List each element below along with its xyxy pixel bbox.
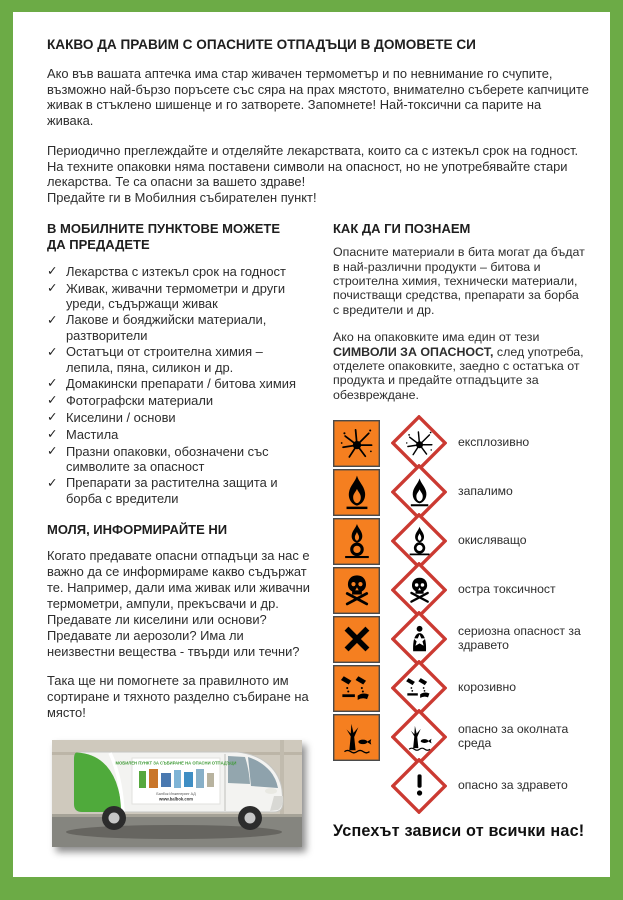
hazard-symbols-table	[333, 415, 590, 807]
inform-heading: МОЛЯ, ИНФОРМИРАЙТЕ НИ	[47, 522, 228, 538]
list-item-label: Препарати за растителна защита и борба с вредители	[66, 475, 278, 506]
oxidizing-square-icon	[333, 518, 380, 565]
list-item	[47, 376, 311, 392]
environment-square-icon	[333, 714, 380, 761]
list-item-label: Остатъци от строителна химия – лепила, пяна, силикон и др.	[66, 344, 263, 375]
toxic-square-icon	[333, 567, 380, 614]
hazard-symbol-row	[333, 660, 590, 709]
explosive-diamond-icon	[391, 415, 447, 471]
intro-paragraph-mercury: Ако във вашата аптечка има стар живачен термометър и по невнимание го счупите, възможно най-бързо поръсете със сяра на прах мястото, внимателно съберете капчиците живак в стъклено шишенце и го затворете. Запомнете! Най-токсични са парите на живака.	[47, 66, 589, 129]
recognize-p2-suffix: след употреба, отделете опаковките, заедно с остатъка от продукта и предайте отпадъците за обезвреждане.	[333, 344, 584, 402]
corrosive-square-icon	[333, 665, 380, 712]
two-column-layout	[47, 221, 590, 847]
list-item-label: Празни опаковки, обозначени със символите за опасност	[66, 443, 269, 474]
recognize-heading: КАК ДА ГИ ПОЗНАЕМ	[333, 220, 471, 236]
intro-callout: Предайте ги в Мобилния събирателен пункт!	[47, 189, 317, 205]
list-item-label: Лекарства с изтекъл срок на годност	[66, 263, 286, 279]
recognize-paragraph-2	[333, 330, 585, 402]
right-column	[333, 221, 590, 847]
list-item	[47, 264, 311, 280]
hazard-symbol-label: запалимо	[458, 484, 513, 499]
intro-paragraph-medicines-text: Периодично преглеждайте и отделяйте лекарствата, които са с изтекъл срок на годност. На техните опаковки няма поставени символи на опасност, но не употребявайте стари лекарства. Те са опасни за вашето здраве!	[47, 142, 579, 190]
list-item	[47, 281, 311, 312]
page-title: КАКВО ДА ПРАВИМ С ОПАСНИТЕ ОТПАДЪЦИ В ДОМОВЕТЕ СИ	[47, 37, 476, 52]
intro-section	[47, 66, 590, 206]
flammable-square-icon	[333, 469, 380, 516]
hazard-symbol-label: опасно за околната среда	[458, 722, 569, 751]
dropoff-heading-line2: ДА ПРЕДАДЕТЕ	[47, 237, 150, 253]
intro-paragraph-medicines	[47, 143, 590, 206]
left-column	[47, 221, 315, 847]
check-icon: ✓	[47, 393, 58, 408]
van-website-text: www.balbok.com	[158, 796, 194, 802]
exclamation-diamond-icon	[391, 758, 447, 814]
environment-diamond-icon	[391, 709, 447, 765]
hazard-symbol-label: остра токсичност	[458, 582, 556, 597]
flammable-diamond-icon	[391, 464, 447, 520]
list-item	[47, 410, 311, 426]
check-icon: ✓	[47, 312, 58, 327]
hazard-symbol-row	[333, 513, 590, 562]
recognize-paragraph-1: Опасните материали в бита могат да бъдат в най-различни продукти – битова и строителна химия, технически материали, почистващи средства, препарати за борба с вредители и др.	[333, 245, 585, 317]
silhouette-diamond-icon	[391, 611, 447, 667]
check-icon: ✓	[47, 427, 58, 442]
list-item-label: Мастила	[66, 426, 119, 442]
hazard-symbol-label: сериозна опасност за здравето	[458, 624, 581, 653]
list-item	[47, 393, 311, 409]
inform-paragraph-2: Така ще ни помогнете за правилното им сортиране и тяхното разделно събиране на място!	[47, 672, 309, 720]
hazard-symbol-row	[333, 611, 590, 660]
oxidizing-diamond-icon	[391, 513, 447, 569]
dropoff-heading	[47, 221, 315, 254]
leaflet-sheet	[13, 12, 610, 877]
hazard-symbol-row	[333, 709, 590, 758]
check-icon: ✓	[47, 281, 58, 296]
list-item-label: Фотографски материали	[66, 392, 214, 408]
list-item	[47, 312, 311, 343]
check-icon: ✓	[47, 376, 58, 391]
hazard-symbol-label: окисляващо	[458, 533, 527, 548]
hazard-symbol-row	[333, 562, 590, 611]
check-icon: ✓	[47, 444, 58, 459]
check-icon: ✓	[47, 344, 58, 359]
recognize-p2-prefix: Ако на опаковките има един от тези	[333, 330, 540, 345]
mobile-collection-van-photo	[52, 740, 302, 847]
recognize-p2-bold: СИМВОЛИ ЗА ОПАСНОСТ,	[333, 344, 494, 359]
hazard-symbol-label: корозивно	[458, 680, 517, 695]
check-icon: ✓	[47, 475, 58, 490]
check-icon: ✓	[47, 264, 58, 279]
inform-paragraph-1: Когато предавате опасни отпадъци за нас е важно да се информираме какво съдържат те. Например, дали има живак или живачни термометри, ампули, прекъсвачи и др. Предавате ли киселини или основи? Предавате ли аерозоли? Има ли неизвестни вещества - твърди или течни?	[47, 547, 310, 659]
corrosive-diamond-icon	[391, 660, 447, 716]
x-cross-square-icon	[333, 616, 380, 663]
hazard-symbol-row	[333, 758, 590, 807]
van-banner-text: МОБИЛЕН ПУНКТ ЗА СЪБИРАНЕ НА ОПАСНИ ОТПАДЪЦИ	[115, 760, 237, 766]
hazard-symbol-row	[333, 464, 590, 513]
van-company-text: Балбок Инженеринг АД	[156, 791, 196, 796]
van-product-images	[139, 769, 214, 788]
hazard-symbol-label: опасно за здравето	[458, 778, 568, 793]
list-item-label: Лакове и бояджийски материали, разтворители	[66, 312, 267, 343]
explosive-square-icon	[333, 420, 380, 467]
hazard-symbol-row	[333, 415, 590, 464]
list-item	[47, 444, 311, 475]
slogan-text: Успехът зависи от всички нас!	[333, 822, 585, 841]
list-item-label: Киселини / основи	[66, 409, 176, 425]
list-item-label: Домакински препарати / битова химия	[66, 375, 296, 391]
dropoff-heading-line1: В МОБИЛНИТЕ ПУНКТОВЕ МОЖЕТЕ	[47, 220, 280, 236]
list-item	[47, 427, 311, 443]
check-icon: ✓	[47, 410, 58, 425]
list-item-label: Живак, живачни термометри и други уреди, съдържащи живак	[66, 280, 286, 311]
list-item	[47, 475, 311, 506]
list-item	[47, 344, 311, 375]
dropoff-checklist	[47, 264, 311, 507]
hazard-symbol-label: експлозивно	[458, 435, 530, 450]
toxic-diamond-icon	[391, 562, 447, 618]
